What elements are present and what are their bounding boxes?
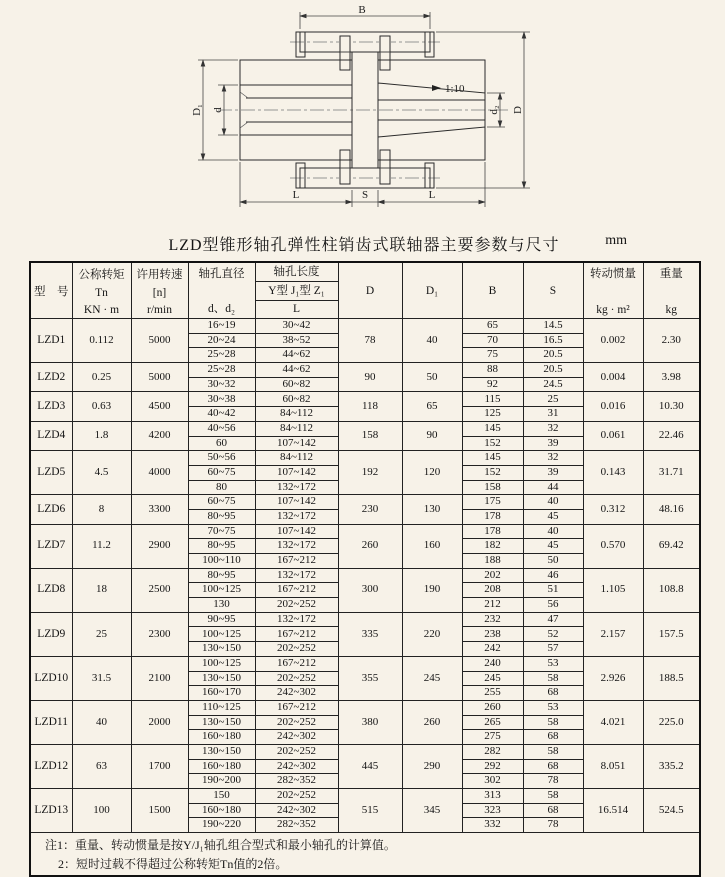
cell-torque: 100: [72, 789, 131, 833]
cell-D1: 160: [402, 524, 462, 568]
header-row: [30, 262, 700, 319]
right-hub-upper: [378, 60, 485, 93]
cell-bore-diameter: 110~125: [188, 700, 255, 715]
header-inertia: 转动惯量 kg · m²: [583, 262, 643, 319]
cell-bore-diameter: 80~95: [188, 568, 255, 583]
cell-B: 92: [462, 377, 523, 392]
cell-bore-length: 30~42: [255, 319, 338, 334]
note-2: 2：短时过载不得超过公称转矩Tn值的2倍。: [58, 857, 288, 872]
cell-D1: 130: [402, 495, 462, 524]
cell-inertia: 16.514: [583, 789, 643, 833]
cell-bore-diameter: 130: [188, 598, 255, 613]
cell-bore-length: 202~252: [255, 671, 338, 686]
cell-bore-diameter: 130~150: [188, 642, 255, 657]
cell-speed: 2000: [131, 700, 188, 744]
cell-D: 192: [338, 451, 402, 495]
dim-D-label: D: [512, 106, 524, 114]
cell-bore-length: 282~352: [255, 818, 338, 833]
left-hub-lower: [240, 135, 352, 160]
cell-bore-diameter: 130~150: [188, 744, 255, 759]
dim-S-label: S: [361, 189, 369, 201]
cell-weight: 188.5: [643, 656, 700, 700]
cell-bore-diameter: 25~28: [188, 363, 255, 378]
cell-S: 32: [523, 421, 583, 436]
right-hub-lower: [378, 127, 485, 160]
cell-model: LZD13: [30, 789, 72, 833]
cell-weight: 3.98: [643, 363, 700, 392]
cell-D1: 90: [402, 421, 462, 450]
table-row: [30, 700, 700, 715]
cell-inertia: 0.002: [583, 319, 643, 363]
table-row: [30, 363, 700, 378]
cell-S: 39: [523, 436, 583, 451]
table-row: [30, 319, 700, 334]
table-row: [30, 656, 700, 671]
cell-bore-diameter: 80~95: [188, 509, 255, 524]
cell-B: 152: [462, 436, 523, 451]
cell-B: 232: [462, 612, 523, 627]
header-bore-diameter: 轴孔直径 d、d₂: [188, 262, 255, 319]
cell-B: 115: [462, 392, 523, 407]
cell-torque: 0.63: [72, 392, 131, 421]
cell-speed: 3300: [131, 495, 188, 524]
cell-S: 39: [523, 465, 583, 480]
cell-S: 40: [523, 524, 583, 539]
cell-speed: 5000: [131, 319, 188, 363]
dim-L-right-label: L: [428, 189, 436, 201]
cell-bore-diameter: 150: [188, 789, 255, 804]
cell-model: LZD12: [30, 744, 72, 788]
cell-model: LZD2: [30, 363, 72, 392]
cell-B: 182: [462, 539, 523, 554]
cell-bore-diameter: 60~75: [188, 495, 255, 510]
cell-bore-diameter: 190~200: [188, 774, 255, 789]
cell-B: 145: [462, 451, 523, 466]
dim-D1-label: D₁: [191, 104, 203, 116]
cell-torque: 40: [72, 700, 131, 744]
cell-D: 380: [338, 700, 402, 744]
cell-bore-length: 60~82: [255, 377, 338, 392]
cell-bore-diameter: 60~75: [188, 465, 255, 480]
cell-model: LZD10: [30, 656, 72, 700]
cell-D1: 190: [402, 568, 462, 612]
cell-bore-diameter: 70~75: [188, 524, 255, 539]
cell-inertia: 0.004: [583, 363, 643, 392]
cell-S: 45: [523, 539, 583, 554]
cell-bore-diameter: 160~180: [188, 759, 255, 774]
cell-S: 14.5: [523, 319, 583, 334]
cell-B: 255: [462, 686, 523, 701]
cell-D: 78: [338, 319, 402, 363]
cell-torque: 25: [72, 612, 131, 656]
cell-bore-length: 132~172: [255, 480, 338, 495]
cell-D1: 290: [402, 744, 462, 788]
header-model: 型 号: [30, 262, 72, 319]
cell-inertia: 2.926: [583, 656, 643, 700]
cell-speed: 2100: [131, 656, 188, 700]
cell-inertia: 8.051: [583, 744, 643, 788]
cell-bore-length: 167~212: [255, 583, 338, 598]
cell-B: 125: [462, 407, 523, 422]
taper-label: 1:10: [445, 83, 465, 95]
cell-model: LZD9: [30, 612, 72, 656]
cell-bore-length: 84~112: [255, 421, 338, 436]
cell-bore-length: 107~142: [255, 436, 338, 451]
cell-S: 56: [523, 598, 583, 613]
cell-bore-length: 84~112: [255, 451, 338, 466]
cell-bore-length: 202~252: [255, 715, 338, 730]
cell-S: 20.5: [523, 348, 583, 363]
cell-B: 178: [462, 509, 523, 524]
cell-B: 208: [462, 583, 523, 598]
cell-D: 355: [338, 656, 402, 700]
cell-B: 212: [462, 598, 523, 613]
cell-bore-diameter: 130~150: [188, 715, 255, 730]
cell-bore-length: 282~352: [255, 774, 338, 789]
cell-B: 145: [462, 421, 523, 436]
cell-speed: 2900: [131, 524, 188, 568]
cell-bore-diameter: 160~180: [188, 803, 255, 818]
cell-S: 58: [523, 789, 583, 804]
cell-B: 75: [462, 348, 523, 363]
cell-D: 90: [338, 363, 402, 392]
parameters-table: [29, 261, 701, 877]
cell-torque: 1.8: [72, 421, 131, 450]
cell-S: 58: [523, 744, 583, 759]
cell-bore-length: 167~212: [255, 656, 338, 671]
cell-bore-length: 38~52: [255, 333, 338, 348]
cell-model: LZD7: [30, 524, 72, 568]
cell-torque: 0.25: [72, 363, 131, 392]
cell-torque: 8: [72, 495, 131, 524]
cell-speed: 1500: [131, 789, 188, 833]
cell-model: LZD8: [30, 568, 72, 612]
cell-D1: 260: [402, 700, 462, 744]
cell-weight: 108.8: [643, 568, 700, 612]
cell-bore-length: 107~142: [255, 465, 338, 480]
cell-B: 158: [462, 480, 523, 495]
table-row: [30, 568, 700, 583]
cell-S: 32: [523, 451, 583, 466]
cell-bore-diameter: 100~125: [188, 656, 255, 671]
cell-B: 292: [462, 759, 523, 774]
cell-model: LZD6: [30, 495, 72, 524]
cell-D: 445: [338, 744, 402, 788]
notes-cell: [30, 833, 700, 877]
cell-B: 242: [462, 642, 523, 657]
cell-S: 68: [523, 730, 583, 745]
cell-bore-diameter: 190~220: [188, 818, 255, 833]
cell-bore-length: 132~172: [255, 568, 338, 583]
cell-S: 50: [523, 554, 583, 569]
cell-D: 118: [338, 392, 402, 421]
header-bore-length: 轴孔长度 Y型 J₁型 Z₁ L: [255, 262, 338, 319]
cell-B: 65: [462, 319, 523, 334]
cell-S: 52: [523, 627, 583, 642]
header-torque: 公称转矩 Tn KN · m: [72, 262, 131, 319]
cell-inertia: 4.021: [583, 700, 643, 744]
cell-S: 31: [523, 407, 583, 422]
cell-D: 300: [338, 568, 402, 612]
page-title: LZD型锥形轴孔弹性柱销齿式联轴器主要参数与尺寸: [168, 237, 560, 254]
cell-bore-length: 44~62: [255, 348, 338, 363]
header-D1: D₁: [402, 262, 462, 319]
cell-S: 45: [523, 509, 583, 524]
cell-B: 275: [462, 730, 523, 745]
cell-bore-length: 107~142: [255, 524, 338, 539]
cell-weight: 22.46: [643, 421, 700, 450]
table-row: [30, 612, 700, 627]
cell-bore-diameter: 100~125: [188, 583, 255, 598]
cell-speed: 5000: [131, 363, 188, 392]
cell-model: LZD11: [30, 700, 72, 744]
cell-D1: 50: [402, 363, 462, 392]
cell-weight: 2.30: [643, 319, 700, 363]
cell-bore-length: 132~172: [255, 612, 338, 627]
cell-torque: 4.5: [72, 451, 131, 495]
cell-B: 323: [462, 803, 523, 818]
cell-torque: 31.5: [72, 656, 131, 700]
cell-bore-diameter: 80: [188, 480, 255, 495]
cell-S: 24.5: [523, 377, 583, 392]
cell-inertia: 1.105: [583, 568, 643, 612]
notes-row: [30, 833, 700, 877]
cell-S: 78: [523, 818, 583, 833]
cell-S: 25: [523, 392, 583, 407]
cell-bore-diameter: 100~110: [188, 554, 255, 569]
header-speed: 许用转速 [n] r/min: [131, 262, 188, 319]
header-weight: 重量 kg: [643, 262, 700, 319]
cell-inertia: 0.143: [583, 451, 643, 495]
cell-B: 282: [462, 744, 523, 759]
cell-bore-length: 202~252: [255, 598, 338, 613]
cell-bore-diameter: 80~95: [188, 539, 255, 554]
cell-B: 70: [462, 333, 523, 348]
cell-S: 58: [523, 715, 583, 730]
cell-bore-length: 60~82: [255, 392, 338, 407]
table-title-row: [29, 232, 699, 255]
cell-bore-diameter: 100~125: [188, 627, 255, 642]
cell-model: LZD1: [30, 319, 72, 363]
cell-bore-diameter: 160~180: [188, 730, 255, 745]
cell-speed: 4200: [131, 421, 188, 450]
header-B: B: [462, 262, 523, 319]
cell-S: 68: [523, 759, 583, 774]
cell-bore-diameter: 30~32: [188, 377, 255, 392]
cell-speed: 2500: [131, 568, 188, 612]
table-row: [30, 421, 700, 436]
cell-weight: 225.0: [643, 700, 700, 744]
cell-B: 313: [462, 789, 523, 804]
table-row: [30, 392, 700, 407]
cell-bore-diameter: 40~56: [188, 421, 255, 436]
cell-bore-diameter: 160~170: [188, 686, 255, 701]
cell-bore-length: 242~302: [255, 803, 338, 818]
cell-bore-length: 84~112: [255, 407, 338, 422]
cell-D1: 220: [402, 612, 462, 656]
left-hub-upper: [240, 60, 352, 85]
cell-S: 58: [523, 671, 583, 686]
cell-inertia: 0.016: [583, 392, 643, 421]
cell-speed: 1700: [131, 744, 188, 788]
cell-weight: 335.2: [643, 744, 700, 788]
cell-bore-diameter: 90~95: [188, 612, 255, 627]
cell-inertia: 2.157: [583, 612, 643, 656]
cell-D1: 345: [402, 789, 462, 833]
taper-arrow-icon: [432, 85, 441, 91]
cell-D: 335: [338, 612, 402, 656]
cell-inertia: 0.312: [583, 495, 643, 524]
cell-D: 158: [338, 421, 402, 450]
cell-bore-length: 242~302: [255, 730, 338, 745]
cell-S: 47: [523, 612, 583, 627]
cell-S: 68: [523, 803, 583, 818]
cell-S: 53: [523, 700, 583, 715]
cell-S: 68: [523, 686, 583, 701]
cell-weight: 69.42: [643, 524, 700, 568]
cell-bore-diameter: 30~38: [188, 392, 255, 407]
cell-weight: 31.71: [643, 451, 700, 495]
cell-bore-length: 167~212: [255, 627, 338, 642]
cell-B: 175: [462, 495, 523, 510]
cell-bore-diameter: 40~42: [188, 407, 255, 422]
cell-D: 260: [338, 524, 402, 568]
dim-B-label: B: [358, 4, 366, 16]
table-row: [30, 451, 700, 466]
dim-d2-label: d₂: [488, 105, 500, 115]
dim-d-label: d: [212, 107, 224, 113]
cell-D1: 120: [402, 451, 462, 495]
cell-S: 16.5: [523, 333, 583, 348]
cell-inertia: 0.570: [583, 524, 643, 568]
header-S: S: [523, 262, 583, 319]
table-row: [30, 495, 700, 510]
cell-B: 260: [462, 700, 523, 715]
cell-speed: 2300: [131, 612, 188, 656]
cell-bore-diameter: 60: [188, 436, 255, 451]
cell-bore-length: 44~62: [255, 363, 338, 378]
cell-weight: 10.30: [643, 392, 700, 421]
table-row: [30, 524, 700, 539]
cell-torque: 18: [72, 568, 131, 612]
cell-bore-length: 202~252: [255, 789, 338, 804]
cell-torque: 11.2: [72, 524, 131, 568]
cell-S: 40: [523, 495, 583, 510]
cell-torque: 63: [72, 744, 131, 788]
cell-bore-length: 107~142: [255, 495, 338, 510]
header-D: D: [338, 262, 402, 319]
unit-label: mm: [605, 233, 627, 248]
cell-bore-length: 202~252: [255, 744, 338, 759]
cell-B: 202: [462, 568, 523, 583]
cell-bore-diameter: 16~19: [188, 319, 255, 334]
cell-S: 53: [523, 656, 583, 671]
coupling-section-drawing: [0, 0, 725, 228]
cell-bore-length: 132~172: [255, 509, 338, 524]
table-row: [30, 789, 700, 804]
cell-B: 238: [462, 627, 523, 642]
cell-model: LZD5: [30, 451, 72, 495]
cell-torque: 0.112: [72, 319, 131, 363]
cell-bore-length: 242~302: [255, 686, 338, 701]
cell-bore-length: 202~252: [255, 642, 338, 657]
cell-bore-diameter: 25~28: [188, 348, 255, 363]
cell-bore-diameter: 130~150: [188, 671, 255, 686]
table-body: [30, 319, 700, 833]
cell-D1: 245: [402, 656, 462, 700]
cell-S: 46: [523, 568, 583, 583]
cell-speed: 4000: [131, 451, 188, 495]
cell-S: 57: [523, 642, 583, 657]
cell-bore-length: 167~212: [255, 554, 338, 569]
note-1: 注1：重量、转动惯量是按Y/J₁轴孔组合型式和最小轴孔的计算值。: [45, 838, 396, 853]
cell-bore-length: 167~212: [255, 700, 338, 715]
cell-B: 178: [462, 524, 523, 539]
cell-S: 78: [523, 774, 583, 789]
cell-B: 152: [462, 465, 523, 480]
cell-weight: 157.5: [643, 612, 700, 656]
cell-bore-length: 132~172: [255, 539, 338, 554]
cell-B: 265: [462, 715, 523, 730]
cell-B: 240: [462, 656, 523, 671]
cell-S: 51: [523, 583, 583, 598]
cell-bore-length: 242~302: [255, 759, 338, 774]
cell-S: 20.5: [523, 363, 583, 378]
cell-D: 230: [338, 495, 402, 524]
cell-D1: 40: [402, 319, 462, 363]
cell-model: LZD4: [30, 421, 72, 450]
cell-D1: 65: [402, 392, 462, 421]
cell-B: 332: [462, 818, 523, 833]
cell-B: 245: [462, 671, 523, 686]
cell-B: 88: [462, 363, 523, 378]
cell-B: 302: [462, 774, 523, 789]
cell-D: 515: [338, 789, 402, 833]
cell-model: LZD3: [30, 392, 72, 421]
cell-bore-diameter: 50~56: [188, 451, 255, 466]
cell-S: 44: [523, 480, 583, 495]
cell-weight: 48.16: [643, 495, 700, 524]
cell-bore-diameter: 20~24: [188, 333, 255, 348]
cell-speed: 4500: [131, 392, 188, 421]
cell-B: 188: [462, 554, 523, 569]
cell-inertia: 0.061: [583, 421, 643, 450]
cell-weight: 524.5: [643, 789, 700, 833]
dim-L-left-label: L: [292, 189, 300, 201]
table-row: [30, 744, 700, 759]
